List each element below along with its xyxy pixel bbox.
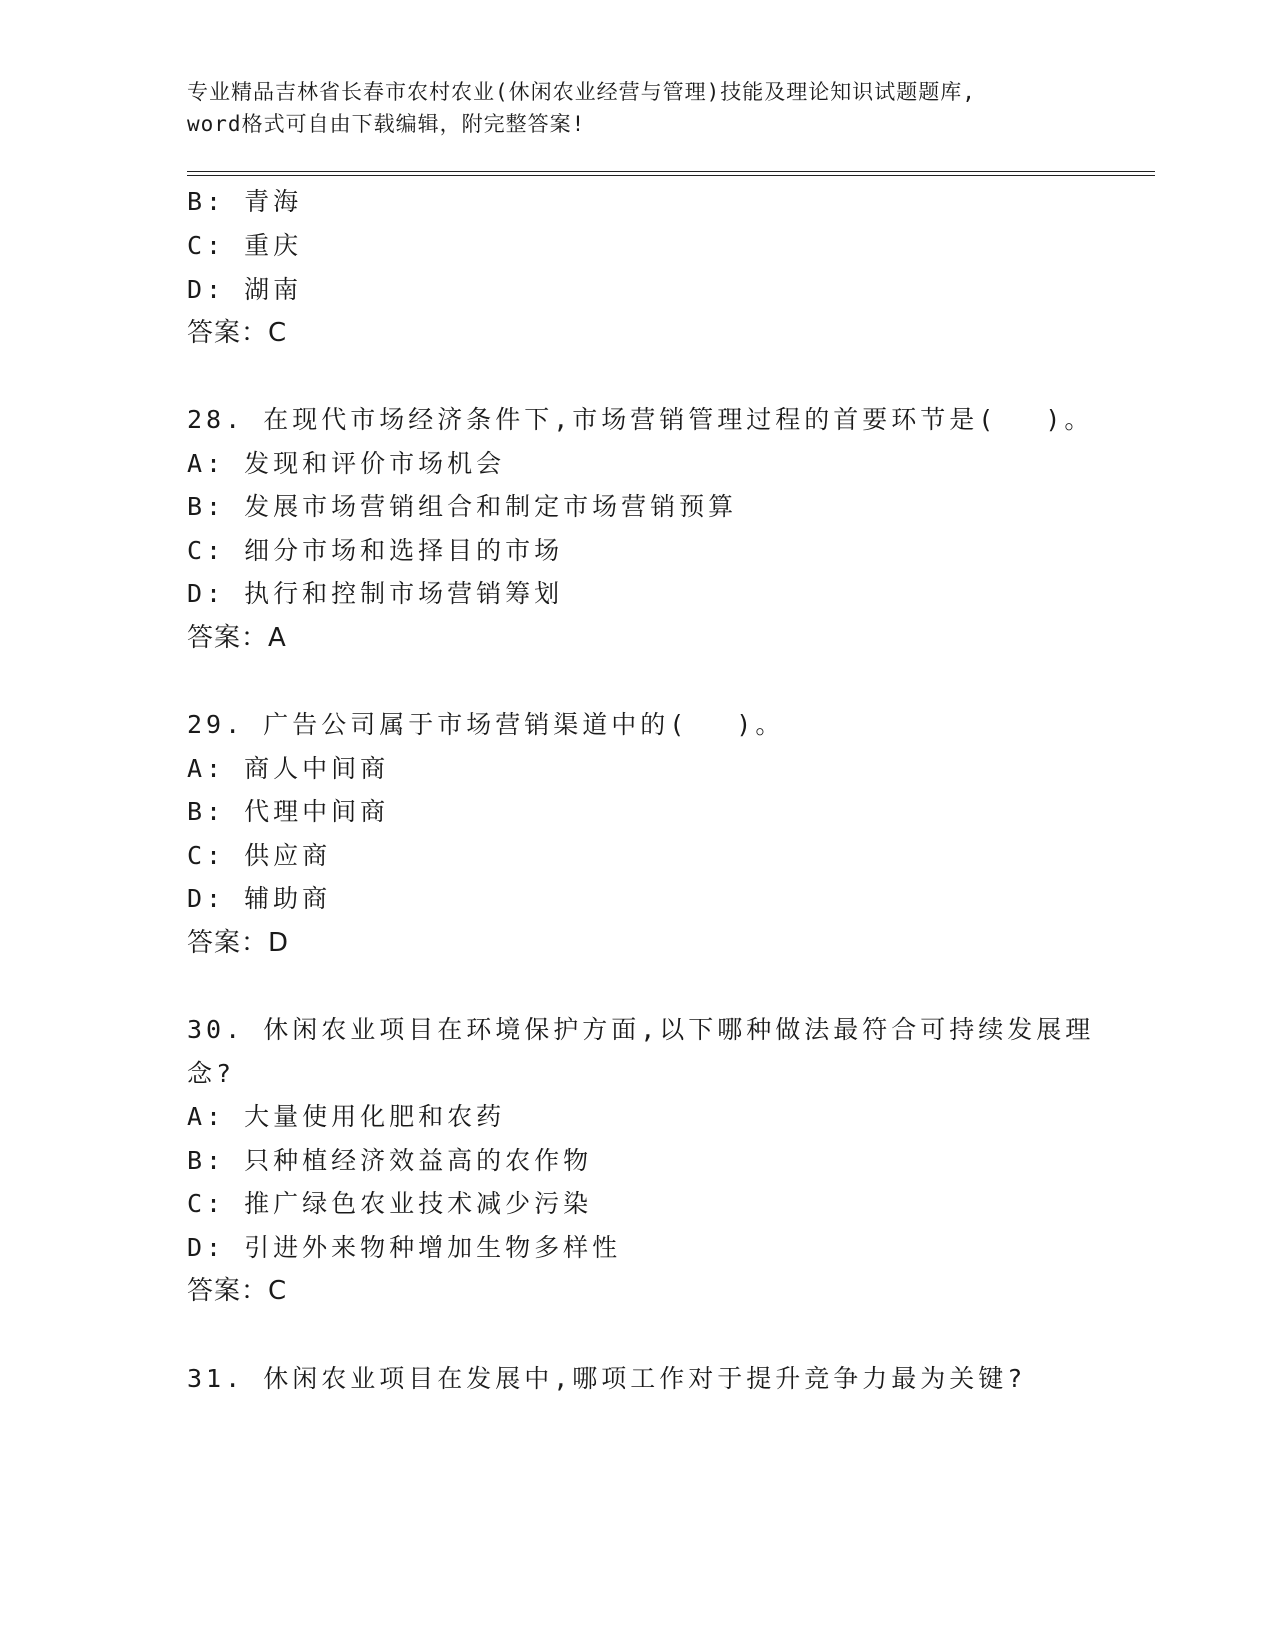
question-30-option-c: C: 推广绿色农业技术减少污染 <box>187 1189 593 1218</box>
question-28-option-d: D: 执行和控制市场营销筹划 <box>187 579 564 608</box>
header-rule-bottom <box>187 175 1155 176</box>
prev-option-d: D: 湖南 <box>187 275 303 304</box>
header-line-1: 专业精品吉林省长春市农村农业(休闲农业经营与管理)技能及理论知识试题题库, <box>187 80 976 104</box>
prev-answer: 答案：C <box>187 318 288 348</box>
prev-option-b: B: 青海 <box>187 187 303 216</box>
question-28-stem: 28. 在现代市场经济条件下,市场营销管理过程的首要环节是( )。 <box>187 405 1094 434</box>
header-rule-top <box>187 171 1155 172</box>
question-30-option-d: D: 引进外来物种增加生物多样性 <box>187 1233 622 1262</box>
question-30-stem-line-1: 30. 休闲农业项目在环境保护方面,以下哪种做法最符合可持续发展理 <box>187 1015 1095 1044</box>
question-31-stem: 31. 休闲农业项目在发展中,哪项工作对于提升竞争力最为关键? <box>187 1364 1027 1393</box>
question-29-stem: 29. 广告公司属于市场营销渠道中的( )。 <box>187 710 785 739</box>
question-29-option-b: B: 代理中间商 <box>187 797 390 826</box>
question-29-answer: 答案：D <box>187 928 290 958</box>
question-28-answer: 答案：A <box>187 623 287 653</box>
question-29-option-a: A: 商人中间商 <box>187 754 390 783</box>
header-line-2: word格式可自由下载编辑，附完整答案! <box>187 112 586 136</box>
question-30-answer: 答案：C <box>187 1276 288 1306</box>
question-30-stem-line-2: 念? <box>187 1059 236 1088</box>
question-28-option-c: C: 细分市场和选择目的市场 <box>187 536 564 565</box>
question-29-option-c: C: 供应商 <box>187 841 332 870</box>
question-28-option-b: B: 发展市场营销组合和制定市场营销预算 <box>187 492 738 521</box>
question-28-option-a: A: 发现和评价市场机会 <box>187 449 506 478</box>
question-29-option-d: D: 辅助商 <box>187 884 332 913</box>
document-header <box>187 76 1087 140</box>
question-30-option-b: B: 只种植经济效益高的农作物 <box>187 1146 593 1175</box>
question-30-option-a: A: 大量使用化肥和农药 <box>187 1102 506 1131</box>
prev-option-c: C: 重庆 <box>187 231 303 260</box>
